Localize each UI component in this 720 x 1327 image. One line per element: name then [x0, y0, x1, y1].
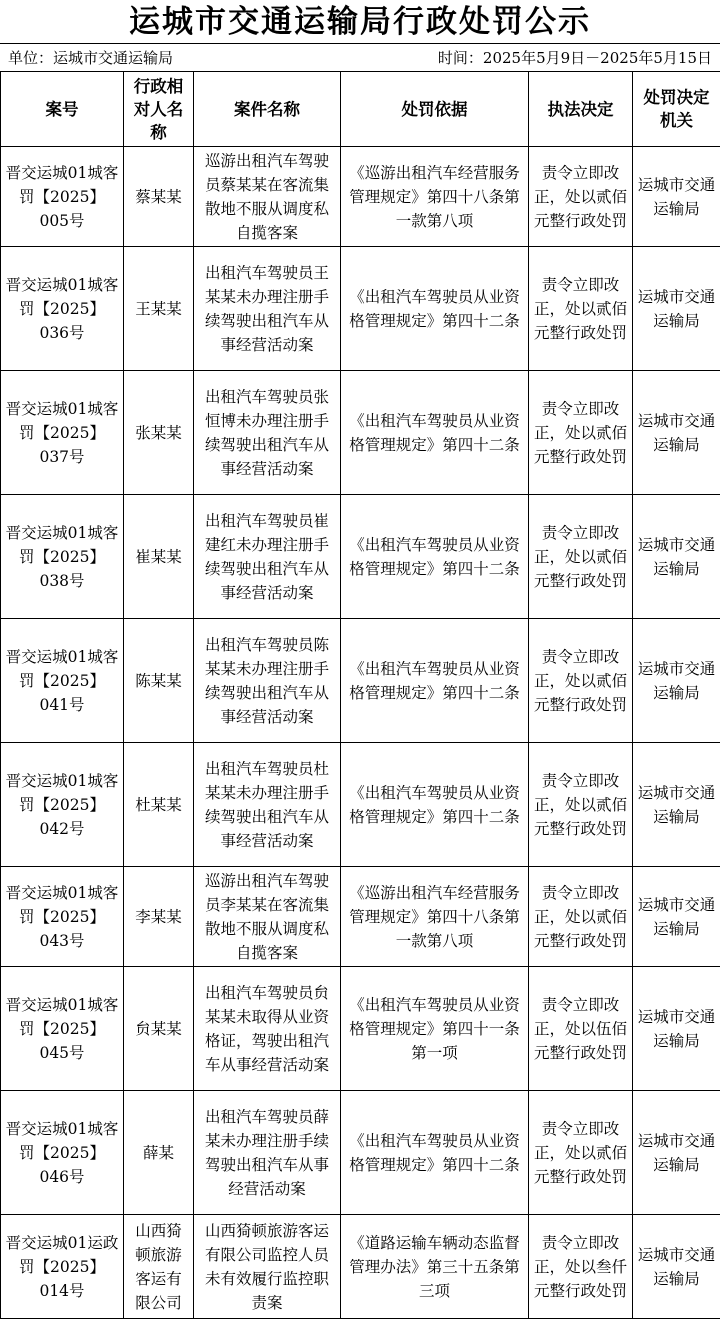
basis-cell: 《出租汽车驾驶员从业资格管理规定》第四十二条: [341, 371, 529, 495]
basis-cell: 《巡游出租汽车经营服务管理规定》第四十八条第一款第八项: [341, 867, 529, 967]
basis-cell: 《出租汽车驾驶员从业资格管理规定》第四十一条第一项: [341, 967, 529, 1091]
decision-cell: 责令立即改正，处以贰佰元整行政处罚: [529, 147, 633, 247]
header-party: 行政相对人名称: [124, 72, 194, 147]
authority-cell: 运城市交通运输局: [633, 967, 720, 1091]
party-cell: 崔某某: [124, 495, 194, 619]
decision-cell: 责令立即改正，处以贰佰元整行政处罚: [529, 619, 633, 743]
decision-cell: 责令立即改正，处以贰佰元整行政处罚: [529, 247, 633, 371]
party-cell: 薛某: [124, 1091, 194, 1215]
case-no-cell: 晋交运城01城客罚【2025】036号: [1, 247, 124, 371]
case-no-cell: 晋交运城01城客罚【2025】005号: [1, 147, 124, 247]
decision-cell: 责令立即改正，处以贰佰元整行政处罚: [529, 743, 633, 867]
decision-cell: 责令立即改正，处以贰佰元整行政处罚: [529, 495, 633, 619]
basis-cell: 《出租汽车驾驶员从业资格管理规定》第四十二条: [341, 1091, 529, 1215]
case-name-cell: 出租汽车驾驶员王某某未办理注册手续驾驶出租汽车从事经营活动案: [194, 247, 341, 371]
case-name-cell: 巡游出租汽车驾驶员蔡某某在客流集散地不服从调度私自揽客案: [194, 147, 341, 247]
decision-cell: 责令立即改正，处以叁仟元整行政处罚: [529, 1215, 633, 1319]
authority-cell: 运城市交通运输局: [633, 147, 720, 247]
header-authority: 处罚决定机关: [633, 72, 720, 147]
basis-cell: 《出租汽车驾驶员从业资格管理规定》第四十二条: [341, 619, 529, 743]
decision-cell: 责令立即改正，处以贰佰元整行政处罚: [529, 867, 633, 967]
page-title: 运城市交通运输局行政处罚公示: [0, 0, 720, 44]
authority-cell: 运城市交通运输局: [633, 247, 720, 371]
case-name-cell: 出租汽车驾驶员崔建红未办理注册手续驾驶出租汽车从事经营活动案: [194, 495, 341, 619]
case-name-cell: 出租汽车驾驶员陈某某未办理注册手续驾驶出租汽车从事经营活动案: [194, 619, 341, 743]
case-name-cell: 山西猗顿旅游客运有限公司监控人员未有效履行监控职责案: [194, 1215, 341, 1319]
authority-cell: 运城市交通运输局: [633, 743, 720, 867]
header-basis: 处罚依据: [341, 72, 529, 147]
case-no-cell: 晋交运城01城客罚【2025】042号: [1, 743, 124, 867]
basis-cell: 《出租汽车驾驶员从业资格管理规定》第四十二条: [341, 247, 529, 371]
case-name-cell: 出租汽车驾驶员张恒博未办理注册手续驾驶出租汽车从事经营活动案: [194, 371, 341, 495]
table-row: [1, 619, 720, 743]
party-cell: 张某某: [124, 371, 194, 495]
authority-cell: 运城市交通运输局: [633, 495, 720, 619]
decision-cell: 责令立即改正，处以贰佰元整行政处罚: [529, 371, 633, 495]
header-decision: 执法决定: [529, 72, 633, 147]
table-row: [1, 371, 720, 495]
header-case-name: 案件名称: [194, 72, 341, 147]
case-name-cell: 出租汽车驾驶员薛某未办理注册手续驾驶出租汽车从事经营活动案: [194, 1091, 341, 1215]
meta-bar: [0, 44, 720, 71]
decision-cell: 责令立即改正，处以伍佰元整行政处罚: [529, 967, 633, 1091]
basis-cell: 《道路运输车辆动态监督管理办法》第三十五条第三项: [341, 1215, 529, 1319]
case-name-cell: 出租汽车驾驶员贠某某未取得从业资格证，驾驶出租汽车从事经营活动案: [194, 967, 341, 1091]
party-cell: 山西猗顿旅游客运有限公司: [124, 1215, 194, 1319]
party-cell: 李某某: [124, 867, 194, 967]
unit-label: 单位：运城市交通运输局: [8, 49, 174, 67]
authority-cell: 运城市交通运输局: [633, 1091, 720, 1215]
period-label: 时间：2025年5月9日－2025年5月15日: [437, 49, 712, 67]
table-row: [1, 247, 720, 371]
case-name-cell: 出租汽车驾驶员杜某某未办理注册手续驾驶出租汽车从事经营活动案: [194, 743, 341, 867]
table-row: [1, 495, 720, 619]
case-no-cell: 晋交运城01城客罚【2025】037号: [1, 371, 124, 495]
party-cell: 陈某某: [124, 619, 194, 743]
case-no-cell: 晋交运城01城客罚【2025】045号: [1, 967, 124, 1091]
table-header-row: [1, 72, 720, 147]
case-name-cell: 巡游出租汽车驾驶员李某某在客流集散地不服从调度私自揽客案: [194, 867, 341, 967]
authority-cell: 运城市交通运输局: [633, 1215, 720, 1319]
party-cell: 贠某某: [124, 967, 194, 1091]
table-row: [1, 867, 720, 967]
party-cell: 蔡某某: [124, 147, 194, 247]
authority-cell: 运城市交通运输局: [633, 371, 720, 495]
header-case-no: 案号: [1, 72, 124, 147]
penalty-table: [0, 71, 720, 1319]
table-row: [1, 967, 720, 1091]
case-no-cell: 晋交运城01城客罚【2025】046号: [1, 1091, 124, 1215]
basis-cell: 《出租汽车驾驶员从业资格管理规定》第四十二条: [341, 743, 529, 867]
table-row: [1, 1091, 720, 1215]
party-cell: 杜某某: [124, 743, 194, 867]
party-cell: 王某某: [124, 247, 194, 371]
table-row: [1, 1215, 720, 1319]
authority-cell: 运城市交通运输局: [633, 619, 720, 743]
table-row: [1, 147, 720, 247]
decision-cell: 责令立即改正，处以贰佰元整行政处罚: [529, 1091, 633, 1215]
table-row: [1, 743, 720, 867]
case-no-cell: 晋交运城01城客罚【2025】038号: [1, 495, 124, 619]
case-no-cell: 晋交运城01运政罚【2025】014号: [1, 1215, 124, 1319]
basis-cell: 《巡游出租汽车经营服务管理规定》第四十八条第一款第八项: [341, 147, 529, 247]
authority-cell: 运城市交通运输局: [633, 867, 720, 967]
case-no-cell: 晋交运城01城客罚【2025】043号: [1, 867, 124, 967]
case-no-cell: 晋交运城01城客罚【2025】041号: [1, 619, 124, 743]
basis-cell: 《出租汽车驾驶员从业资格管理规定》第四十二条: [341, 495, 529, 619]
